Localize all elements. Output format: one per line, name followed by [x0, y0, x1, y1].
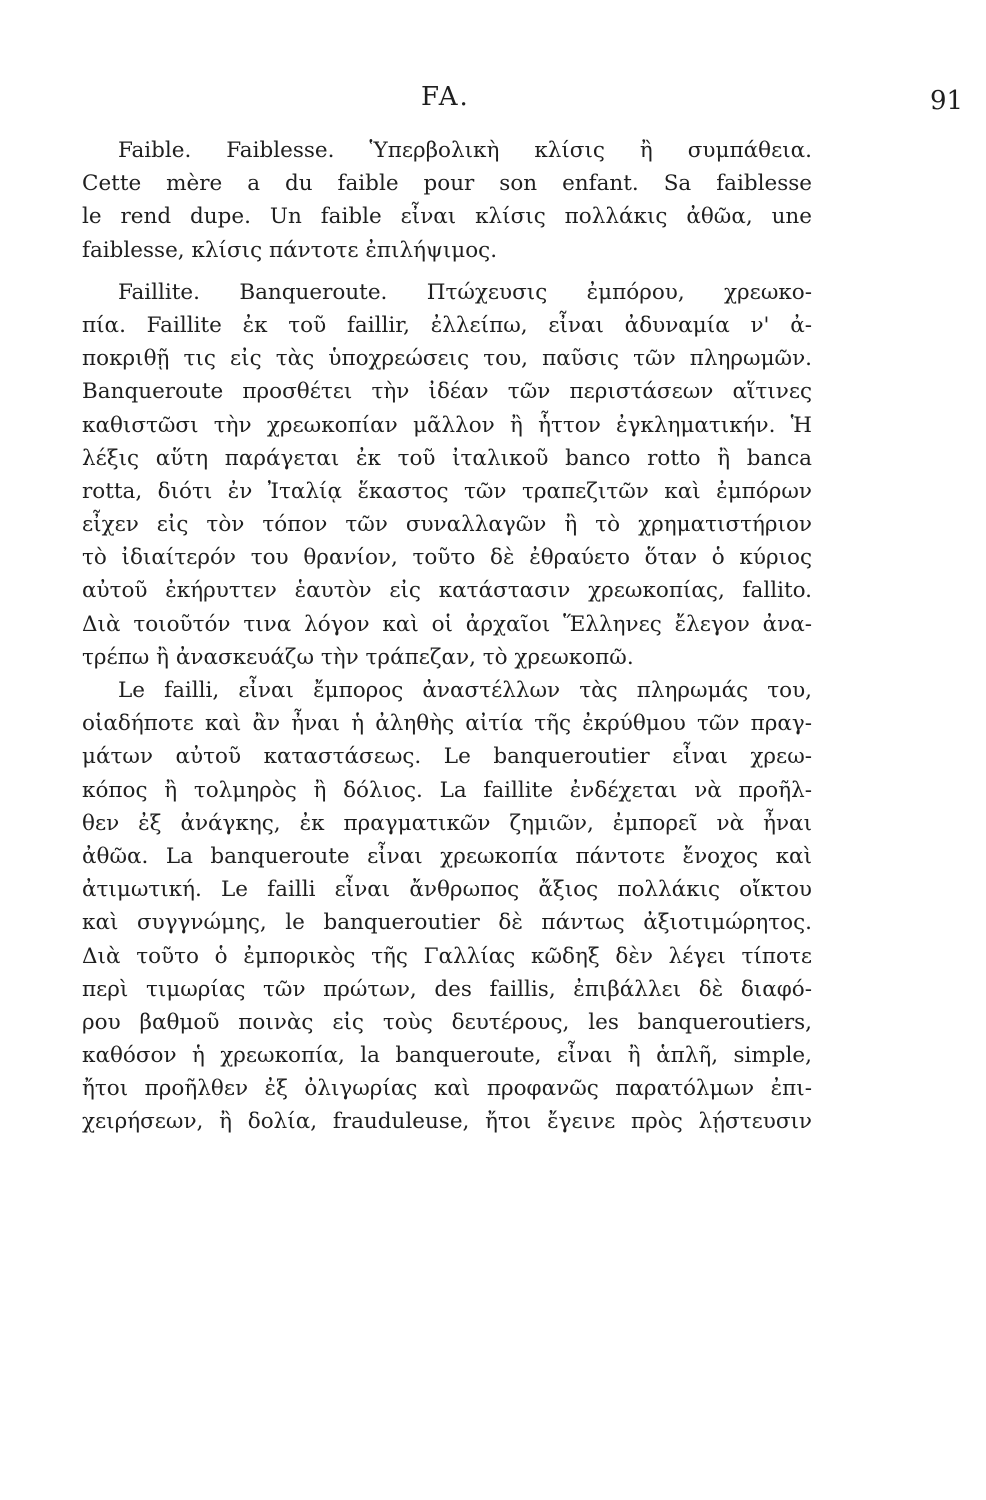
text-line: λέξις αὕτη παράγεται ἐκ τοῦ ἰταλικοῦ banco rotto ἢ banca: [82, 445, 812, 471]
text-line: ἤτοι προῆλθεν ἐξ ὀλιγωρίας καὶ προφανῶς παρατόλμων ἐπι-: [82, 1076, 812, 1102]
running-head: FA.: [421, 82, 470, 112]
text-line: εἶχεν εἰς τὸν τόπον τῶν συναλλαγῶν ἢ τὸ χρηματιστήριον: [82, 512, 812, 538]
text-line: Banqueroute προσθέτει τὴν ἰδέαν τῶν περιστάσεων αἵτινες: [82, 379, 812, 405]
text-line: περὶ τιμωρίας τῶν πρώτων, des faillis, ἐπιβάλλει δὲ διαφό-: [82, 976, 812, 1002]
text-line: αὐτοῦ ἐκήρυττεν ἑαυτὸν εἰς κατάστασιν χρεωκοπίας, fallito.: [82, 578, 812, 604]
text-line: οἱαδήποτε καὶ ἂν ἦναι ἡ ἀληθὴς αἰτία τῆς ἐκρύθμου τῶν πραγ-: [82, 711, 812, 737]
paragraph-faible: [82, 134, 812, 267]
text-line: τὸ ἰδιαίτερόν του θρανίον, τοῦτο δὲ ἐθραύετο ὅταν ὁ κύριος: [82, 545, 812, 571]
text-line: rotta, διότι ἐν Ἰταλίᾳ ἕκαστος τῶν τραπεζιτῶν καὶ ἐμπόρων: [82, 478, 812, 504]
text-line: χειρήσεων, ἢ δολία, frauduleuse, ἤτοι ἔγεινε πρὸς λῄστευσιν: [82, 1109, 812, 1135]
text-line: καὶ συγγνώμης, le banqueroutier δὲ πάντως ἀξιοτιμώρητος.: [82, 910, 812, 936]
text-line: Le failli, εἶναι ἔμπορος ἀναστέλλων τὰς πληρωμάς του,: [118, 678, 812, 703]
text-line: Διὰ τοιοῦτόν τινα λόγον καὶ οἱ ἀρχαῖοι Ἕλληνες ἔλεγον ἀνα-: [82, 611, 812, 637]
page-header: [0, 82, 986, 122]
text-line: Διὰ τοῦτο ὁ ἐμπορικὸς τῆς Γαλλίας κῶδηξ δὲν λέγει τίποτε: [82, 943, 812, 969]
text-line: Cette mère a du faible pour son enfant. Sa faiblesse: [82, 171, 812, 197]
paragraph-failli: [82, 674, 812, 1139]
text-line: ἀθῶα. La banqueroute εἶναι χρεωκοπία πάντοτε ἔνοχος καὶ: [82, 843, 812, 869]
body-text: [82, 134, 812, 1139]
paragraph-faillite: [82, 276, 812, 674]
text-line: Faible. Faiblesse. Ὑπερβολικὴ κλίσις ἢ συμπάθεια.: [118, 138, 812, 163]
text-line: καθόσον ἡ χρεωκοπία, la banqueroute, εἶναι ἢ ἁπλῆ, simple,: [82, 1043, 812, 1069]
text-line: κόπος ἢ τολμηρὸς ἢ δόλιος. La faillite ἐνδέχεται νὰ προῆλ-: [82, 777, 812, 803]
text-line: le rend dupe. Un faible εἶναι κλίσις πολλάκις ἀθῶα, une: [82, 204, 812, 230]
text-line: faiblesse, κλίσις πάντοτε ἐπιλήψιμος.: [82, 237, 498, 263]
text-line: μάτων αὐτοῦ καταστάσεως. Le banqueroutier εἶναι χρεω-: [82, 744, 812, 770]
text-line: Faillite. Banqueroute. Πτώχευσις ἐμπόρου, χρεωκο-: [118, 279, 812, 305]
text-line: καθιστῶσι τὴν χρεωκοπίαν μᾶλλον ἢ ἧττον ἐγκληματικήν. Ἡ: [82, 412, 812, 438]
text-line: ποκριθῇ τις εἰς τὰς ὑποχρεώσεις του, παῦσις τῶν πληρωμῶν.: [82, 346, 812, 372]
text-line: τρέπω ἢ ἀνασκευάζω τὴν τράπεζαν, τὸ χρεωκοπῶ.: [82, 644, 634, 670]
text-line: ἀτιμωτική. Le failli εἶναι ἄνθρωπος ἄξιος πολλάκις οἴκτου: [82, 877, 812, 903]
text-line: πία. Faillite ἐκ τοῦ faillir, ἐλλείπω, εἶναι ἀδυναμία ν' ἀ-: [82, 312, 812, 338]
page-number: 91: [930, 86, 964, 116]
text-line: ρου βαθμοῦ ποινὰς εἰς τοὺς δευτέρους, les banqueroutiers,: [82, 1009, 812, 1035]
text-line: θεν ἐξ ἀνάγκης, ἐκ πραγματικῶν ζημιῶν, ἐμπορεῖ νὰ ἦναι: [82, 810, 812, 836]
